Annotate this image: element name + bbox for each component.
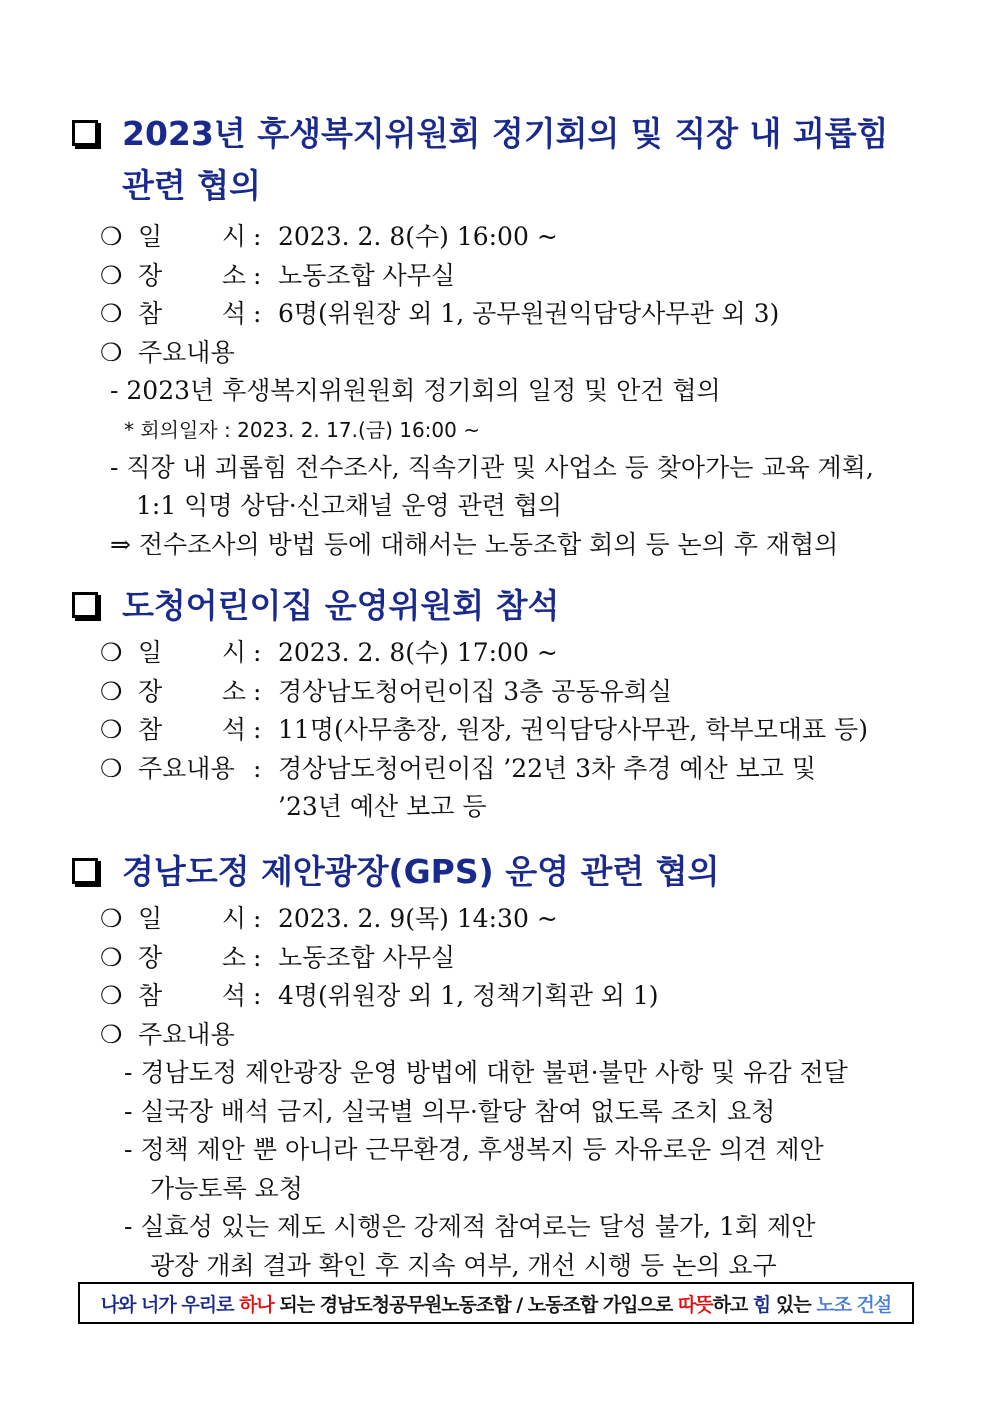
content-row <box>0 1016 992 1055</box>
row-label: 주요내용 <box>138 337 235 367</box>
attendees-value: 11명(사무총장, 원장, 권익담당사무관, 학부모대표 등) <box>278 715 868 744</box>
content-value: 경상남도청어린이집 ’22년 3차 추경 예산 보고 및 <box>278 753 817 783</box>
place-row: ❍ 장 소 : 경상남도청어린이집 3층 공동유희실 <box>0 673 992 712</box>
slogan-part: 있는 <box>770 1293 817 1316</box>
row-label: 참 석 <box>138 715 246 744</box>
row-label: 주요내용 <box>138 753 235 783</box>
slogan-part: 하고 <box>712 1293 753 1316</box>
detail-item-cont: 1:1 익명 상담·신고채널 운영 관련 협의 <box>136 491 563 520</box>
section-1 <box>0 108 992 564</box>
row-label: 참 석 <box>138 981 246 1010</box>
place-value: 노동조합 사무실 <box>278 260 455 290</box>
slogan-part: 되는 경남도청공무원노동조합 / 노동조합 가입으로 <box>273 1293 678 1316</box>
circle-bullet-icon: ❍ <box>100 299 123 328</box>
section-2-heading <box>0 580 992 632</box>
circle-bullet-icon: ❍ <box>100 942 123 972</box>
content-row-cont <box>0 788 992 827</box>
detail-item: - 2023년 후생복지위원원회 정기회의 일정 및 안건 협의 <box>110 376 721 405</box>
detail-note: * 회의일자 : 2023. 2. 17.(금) 16:00 ~ <box>124 417 480 442</box>
section-3 <box>0 846 992 1285</box>
content-row: ❍ 주요내용 : 경상남도청어린이집 ’22년 3차 추경 예산 보고 및 <box>0 750 992 789</box>
section-1-title-line2: 관련 협의 <box>122 166 262 205</box>
attendees-row: ❍ 참 석 : 4명(위원장 외 1, 정책기획관 외 1) <box>0 977 992 1016</box>
attendees-value: 6명(위원장 외 1, 공무원권익담당사무관 외 3) <box>278 299 780 328</box>
attendees-row: ❍ 참 석 : 11명(사무총장, 원장, 권익담당사무관, 학부모대표 등) <box>0 711 992 750</box>
circle-bullet-icon: ❍ <box>100 260 123 290</box>
section-2-title: 도청어린이집 운영위원회 참석 <box>122 586 560 625</box>
circle-bullet-icon: ❍ <box>100 904 123 933</box>
section-1-title-line1: 2023년 후생복지위원회 정기회의 및 직장 내 괴롭힘 <box>122 114 889 153</box>
row-label: 장 소 <box>138 676 246 706</box>
detail-item: - 실효성 있는 제도 시행은 강제적 참여로는 달성 불가, 1회 제안 <box>124 1212 816 1241</box>
slogan-banner <box>78 1282 914 1324</box>
slogan-part: 나와 너가 우리로 <box>100 1293 240 1316</box>
slogan-part-highlight: 힘 <box>752 1293 771 1316</box>
section-3-title: 경남도정 제안광장(GPS) 운영 관련 협의 <box>122 852 720 891</box>
section-2 <box>0 580 992 827</box>
slogan-part-highlight: 하나 <box>239 1293 274 1316</box>
attendees-value: 4명(위원장 외 1, 정책기획관 외 1) <box>278 981 659 1010</box>
date-value: 2023. 2. 9(목) 14:30 ~ <box>278 904 558 933</box>
content-value-cont: ’23년 예산 보고 등 <box>278 792 487 821</box>
row-label: 장 소 <box>138 942 246 972</box>
circle-bullet-icon: ❍ <box>100 222 123 251</box>
circle-bullet-icon: ❍ <box>100 337 123 367</box>
detail-item-cont: 광장 개최 결과 확인 후 지속 여부, 개선 시행 등 논의 요구 <box>150 1250 777 1280</box>
place-row: ❍ 장 소 : 노동조합 사무실 <box>0 939 992 978</box>
circle-bullet-icon: ❍ <box>100 715 123 744</box>
detail-item: - 직장 내 괴롭힘 전수조사, 직속기관 및 사업소 등 찾아가는 교육 계획, <box>110 452 874 482</box>
row-label: 참 석 <box>138 299 246 328</box>
circle-bullet-icon: ❍ <box>100 676 123 706</box>
circle-bullet-icon: ❍ <box>100 1019 123 1049</box>
section-1-heading <box>0 108 992 212</box>
date-row: ❍ 일 시 : 2023. 2. 9(목) 14:30 ~ <box>0 900 992 939</box>
row-label: 장 소 <box>138 260 246 290</box>
slogan-part-highlight: 노조 건설 <box>816 1293 892 1316</box>
detail-item: - 정책 제안 뿐 아니라 근무환경, 후생복지 등 자유로운 의견 제안 <box>124 1135 824 1164</box>
section-3-heading <box>0 846 992 898</box>
circle-bullet-icon: ❍ <box>100 981 123 1010</box>
checkbox-square-icon <box>72 120 98 146</box>
circle-bullet-icon: ❍ <box>100 638 123 667</box>
content-row <box>0 334 992 373</box>
row-label: 일 시 <box>138 904 246 933</box>
date-value: 2023. 2. 8(수) 17:00 ~ <box>278 638 558 667</box>
checkbox-square-icon <box>72 592 98 618</box>
date-row: ❍ 일 시 : 2023. 2. 8(수) 17:00 ~ <box>0 634 992 673</box>
attendees-row: ❍ 참 석 : 6명(위원장 외 1, 공무원권익담당사무관 외 3) <box>0 295 992 334</box>
row-label: 일 시 <box>138 222 246 251</box>
slogan-part-highlight: 따뜻 <box>677 1293 713 1316</box>
place-row: ❍ 장 소 : 노동조합 사무실 <box>0 257 992 296</box>
place-value: 경상남도청어린이집 3층 공동유희실 <box>278 676 673 706</box>
circle-bullet-icon: ❍ <box>100 753 123 783</box>
detail-item: - 실국장 배석 금지, 실국별 의무·할당 참여 없도록 조치 요청 <box>124 1096 776 1126</box>
detail-conclusion: ⇒ 전수조사의 방법 등에 대해서는 노동조합 회의 등 논의 후 재협의 <box>110 529 839 559</box>
row-label: 일 시 <box>138 638 246 667</box>
place-value: 노동조합 사무실 <box>278 942 455 972</box>
date-value: 2023. 2. 8(수) 16:00 ~ <box>278 222 558 251</box>
row-label: 주요내용 <box>138 1019 235 1049</box>
detail-item: - 경남도정 제안광장 운영 방법에 대한 불편·불만 사항 및 유감 전달 <box>124 1058 848 1087</box>
date-row: ❍ 일 시 : 2023. 2. 8(수) 16:00 ~ <box>0 218 992 257</box>
detail-item-cont: 가능토록 요청 <box>150 1173 303 1203</box>
checkbox-square-icon <box>72 858 98 884</box>
